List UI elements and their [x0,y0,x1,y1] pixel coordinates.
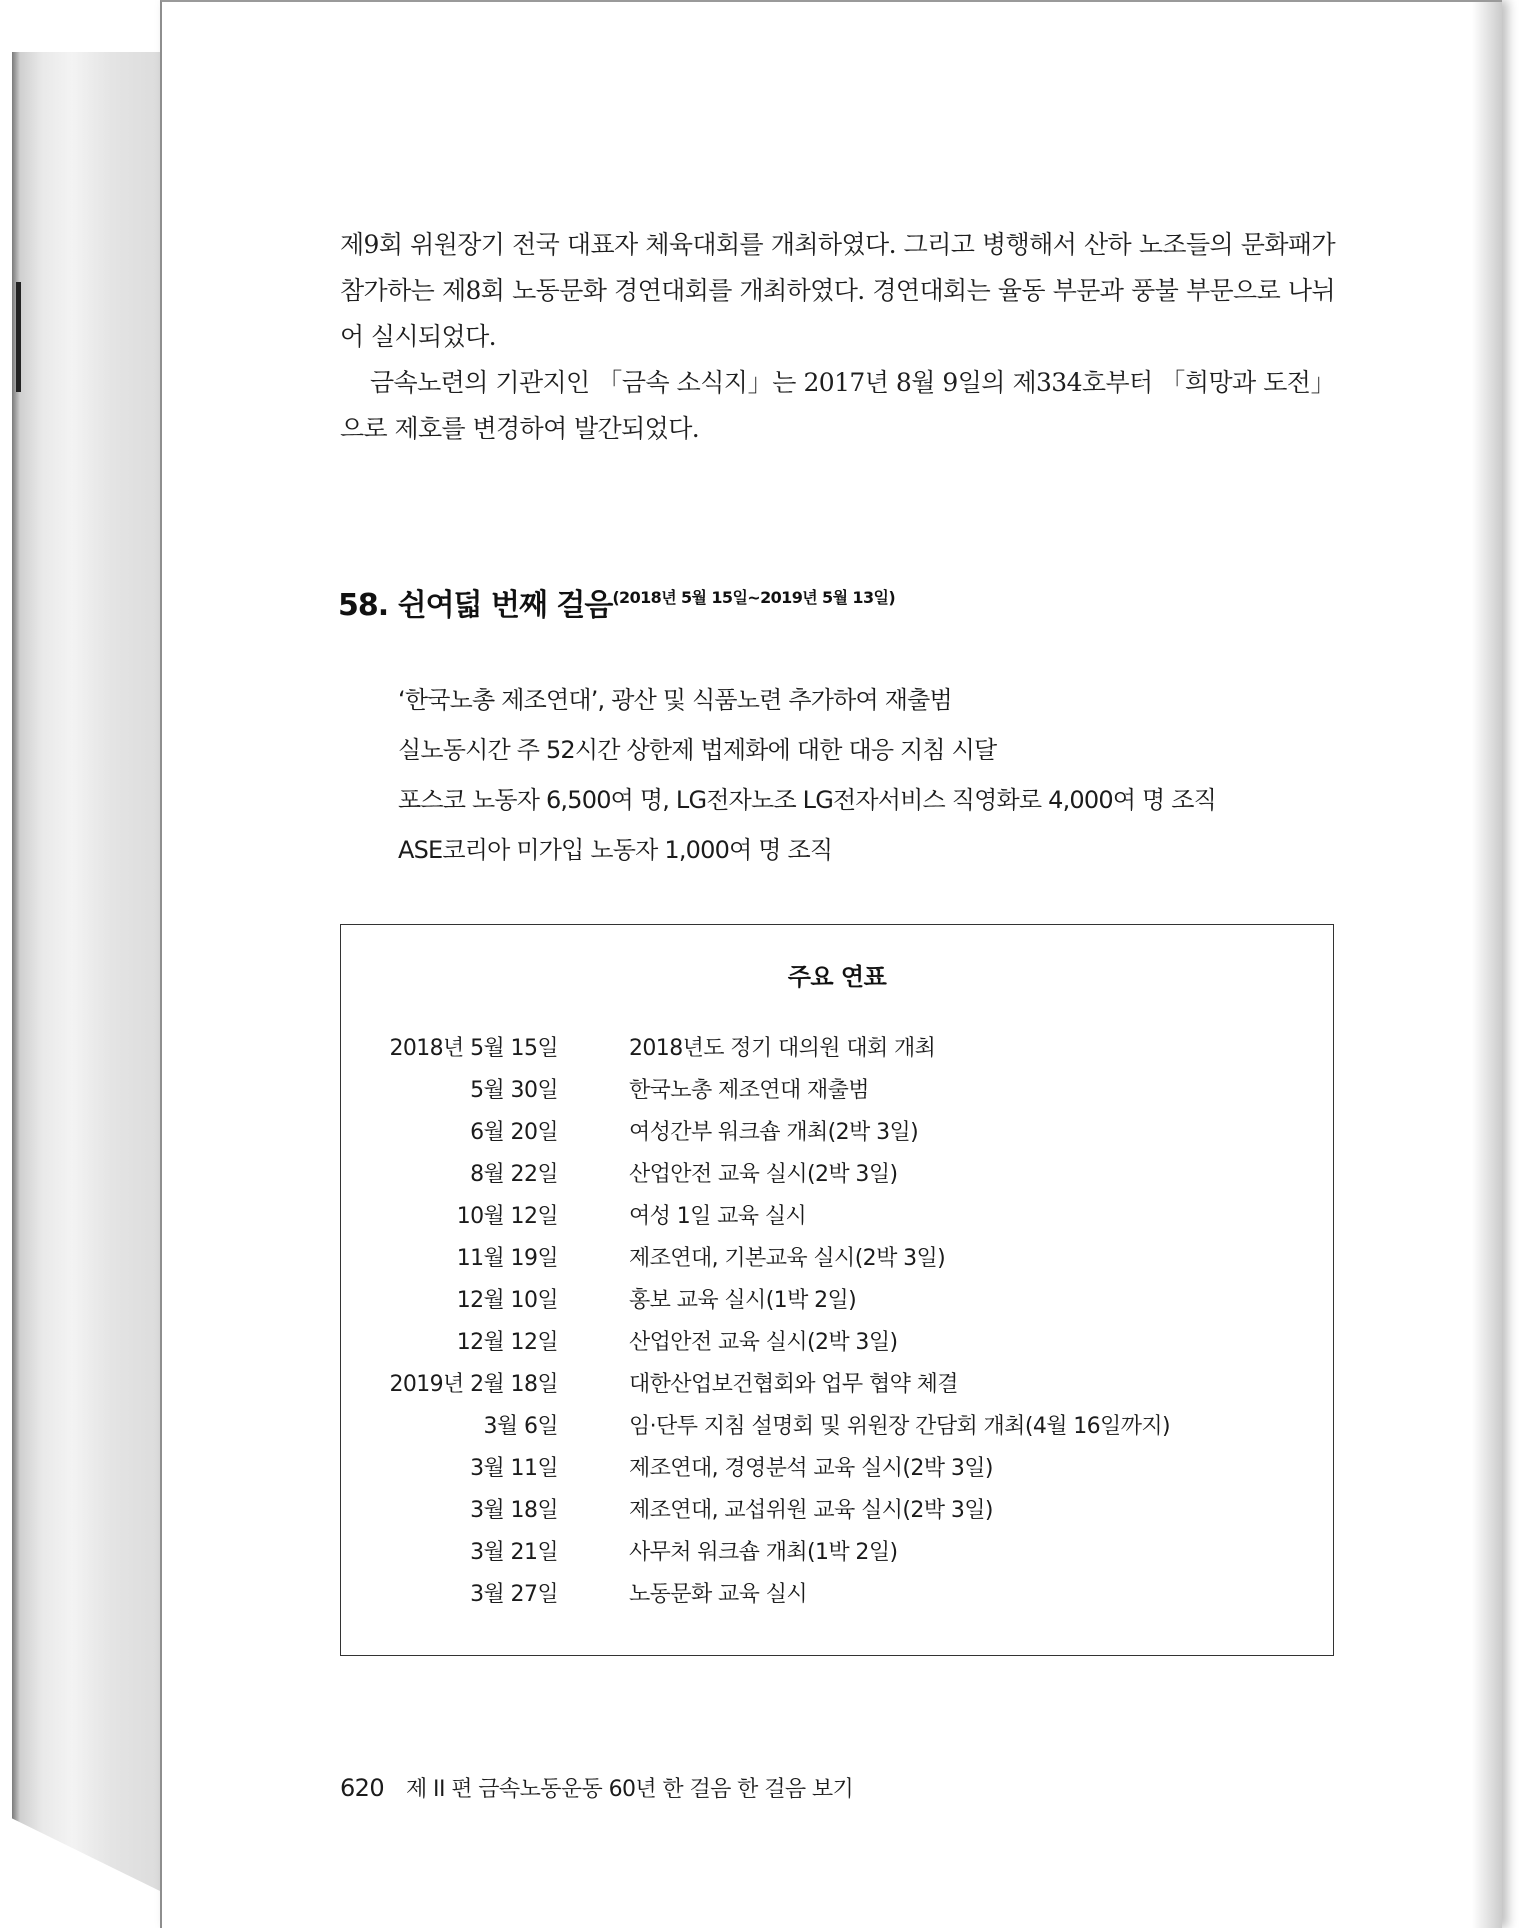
chronology-event: 2018년도 정기 대의원 대회 개최 [629,1036,936,1061]
chronology-row [341,1409,1333,1451]
summary-line: 실노동시간 주 52시간 상한제 법제화에 대한 대응 지침 시달 [398,736,997,764]
chronology-date: 2018년 5월 15일 [389,1036,558,1061]
chronology-date: 10월 12일 [456,1204,558,1229]
chronology-event: 제조연대, 교섭위원 교육 실시(2박 3일) [629,1498,993,1523]
page-footer [340,1772,853,1803]
body-text [340,222,1335,452]
chronology-event: 한국노총 제조연대 재출범 [629,1078,869,1103]
chronology-event: 여성 1일 교육 실시 [629,1204,807,1229]
chronology-box [340,924,1334,1656]
page-gutter-shadow [1472,2,1502,1928]
summary-line: 포스코 노동자 6,500여 명, LG전자노조 LG전자서비스 직영화로 4,000여 명 조직 [398,786,1217,814]
chronology-event: 노동문화 교육 실시 [629,1582,808,1607]
body-paragraph-2: 금속노련의 기관지인 「금속 소식지」는 2017년 8월 9일의 제334호부터 「희망과 도전」으로 제호를 변경하여 발간되었다. [340,368,1335,443]
chronology-row [341,1493,1333,1535]
chronology-row [341,1283,1333,1325]
chronology-row [341,1325,1333,1367]
summary-line: ‘한국노총 제조연대’, 광산 및 식품노련 추가하여 재출범 [398,686,952,714]
chronology-event: 홍보 교육 실시(1박 2일) [629,1288,857,1313]
chronology-row [341,1535,1333,1577]
section-period: (2018년 5월 15일~2019년 5월 13일) [612,588,896,607]
chronology-row [341,1031,1333,1073]
chronology-date: 3월 11일 [470,1456,558,1481]
section-summary [398,675,1216,875]
chronology-date: 2019년 2월 18일 [389,1372,558,1397]
chronology-date: 5월 30일 [470,1078,558,1103]
chronology-row [341,1451,1333,1493]
chronology-row [341,1577,1333,1619]
chronology-row [341,1073,1333,1115]
chronology-event: 여성간부 워크숍 개최(2박 3일) [629,1120,919,1145]
chronology-date: 12월 12일 [456,1330,558,1355]
chronology-event: 사무처 워크숍 개최(1박 2일) [629,1540,898,1565]
section-title: 58. 쉰여덟 번째 걸음 [338,588,613,623]
chronology-event: 임·단투 지침 설명회 및 위원장 간담회 개최(4월 16일까지) [629,1414,1170,1439]
chronology-date: 11월 19일 [456,1246,558,1271]
running-title: 제 II 편 금속노동운동 60년 한 걸음 한 걸음 보기 [406,1777,854,1802]
chronology-event: 산업안전 교육 실시(2박 3일) [629,1162,898,1187]
chronology-date: 3월 6일 [483,1414,558,1439]
chronology-event: 제조연대, 경영분석 교육 실시(2박 3일) [629,1456,993,1481]
chronology-row [341,1367,1333,1409]
section-heading [338,580,895,624]
page-number: 620 [340,1774,385,1802]
chronology-date: 3월 21일 [470,1540,558,1565]
chronology-row [341,1157,1333,1199]
chronology-event: 제조연대, 기본교육 실시(2박 3일) [629,1246,946,1271]
chronology-title: 주요 연표 [787,963,887,991]
book-edge [12,52,162,1892]
chronology-event: 대한산업보건협회와 업무 협약 체결 [629,1372,958,1397]
chronology-date: 3월 18일 [470,1498,558,1523]
chronology-row [341,1199,1333,1241]
chronology-row [341,1241,1333,1283]
chronology-date: 6월 20일 [470,1120,558,1145]
chronology-date: 12월 10일 [456,1288,558,1313]
chronology-date: 8월 22일 [470,1162,558,1187]
chronology-table [341,1031,1333,1619]
body-paragraph-1: 제9회 위원장기 전국 대표자 체육대회를 개최하였다. 그리고 병행해서 산하 노조들의 문화패가 참가하는 제8회 노동문화 경연대회를 개최하였다. 경연대회는 율동 부문과 풍불 부문으로 나뉘어 실시되었다. [340,230,1335,351]
summary-line: ASE코리아 미가입 노동자 1,000여 명 조직 [398,836,833,864]
chronology-date: 3월 27일 [470,1582,558,1607]
chronology-row [341,1115,1333,1157]
chronology-event: 산업안전 교육 실시(2박 3일) [629,1330,898,1355]
